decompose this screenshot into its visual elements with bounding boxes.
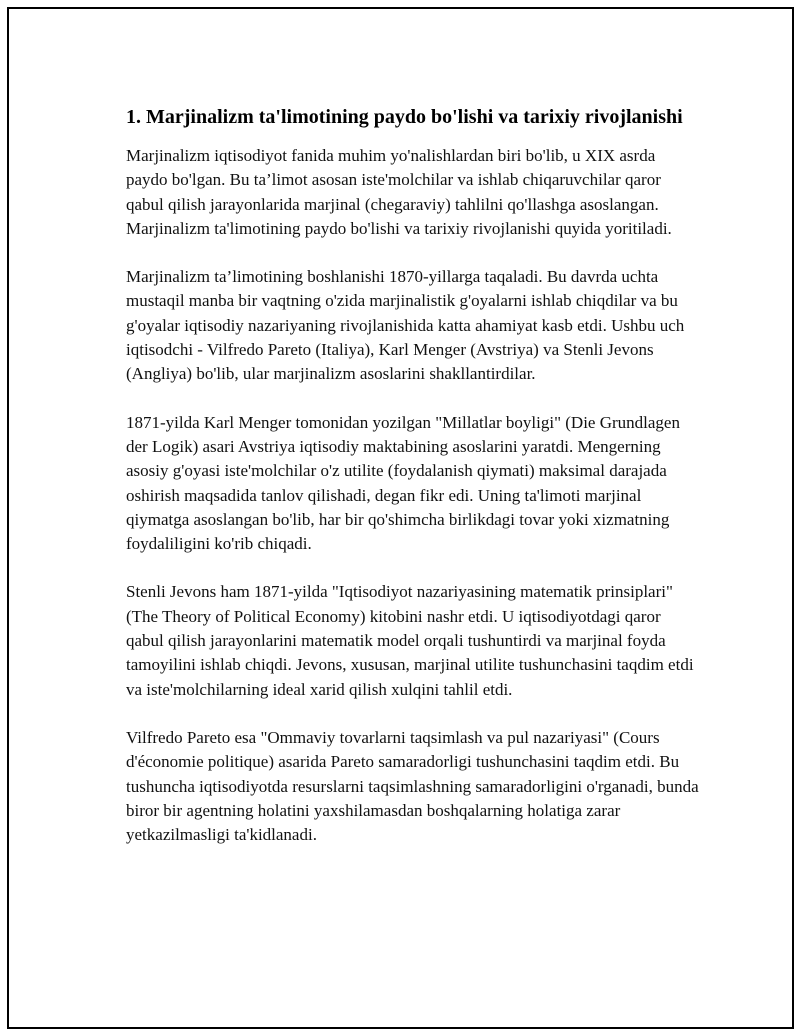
document-body (126, 103, 701, 871)
page-frame (7, 7, 794, 1029)
paragraph-origins: Marjinalizm ta’limotining boshlanishi 1870-yillarga taqaladi. Bu davrda uchta mustaqil manba bir vaqtning o'zida marjinalistik g'oyalarni ishlab chiqdilar va bu g'oyalar iqtisodiy nazariyaning rivojlanishida katta ahamiyat kasb etdi. Ushbu uch iqtisodchi - Vilfredo Pareto (Italiya), Karl Menger (Avstriya) va Stenli Jevons (Angliya) bo'lib, ular marjinalizm asoslarini shakllantirdilar. (126, 267, 685, 384)
paragraph-pareto: Vilfredo Pareto esa "Ommaviy tovarlarni taqsimlash va pul nazariyasi" (Cours d'économie politique) asarida Pareto samaradorligi tushunchasini taqdim etdi. Bu tushuncha iqtisodiyotda resurslarni taqsimlashning samaradorligini o'rganadi, bunda biror bir agentning holatini yaxshilamasdan boshqalarning holatiga zarar yetkazilmasligi ta'kidlanadi. (126, 727, 699, 845)
section-heading: 1. Marjinalizm ta'limotining paydo bo'lishi va tarixiy rivojlanishi (126, 106, 683, 128)
paragraph-menger: 1871-yilda Karl Menger tomonidan yozilgan "Millatlar boyligi" (Die Grundlagen der Logik) asari Avstriya iqtisodiy maktabining asoslarini yaratdi. Mengerning asosiy g'oyasi iste'molchilar o'z utilite (foydalanish qiymati) maksimal darajada oshirish maqsadida tanlov qilishadi, degan fikr edi. Uning ta'limoti marjinal qiymatga asoslangan bo'lib, har bir qo'shimcha birlikdagi tovar yoki xizmatning foydaliligini ko'rib chiqadi. (126, 412, 680, 554)
paragraph-jevons: Stenli Jevons ham 1871-yilda "Iqtisodiyot nazariyasining matematik prinsiplari" (The Theory of Political Economy) kitobini nashr etdi. U iqtisodiyotdagi qaror qabul qilish jarayonlarini matematik model orqali tushuntirdi va marjinal foyda tamoyilini ishlab chiqdi. Jevons, xususan, marjinal utilite tushunchasini taqdim etdi va iste'molchilarning ideal xarid qilish xulqini tahlil etdi. (126, 582, 694, 699)
paragraph-intro: Marjinalizm iqtisodiyot fanida muhim yo'nalishlardan biri bo'lib, u XIX asrda paydo bo'lgan. Bu ta’limot asosan iste'molchilar va ishlab chiqaruvchilar qaror qabul qilish jarayonlarida marjinal (chegaraviy) tahlilni qo'llashga asoslangan. Marjinalizm ta'limotining paydo bo'lishi va tarixiy rivojlanishi quyida yoritiladi. (126, 146, 672, 238)
